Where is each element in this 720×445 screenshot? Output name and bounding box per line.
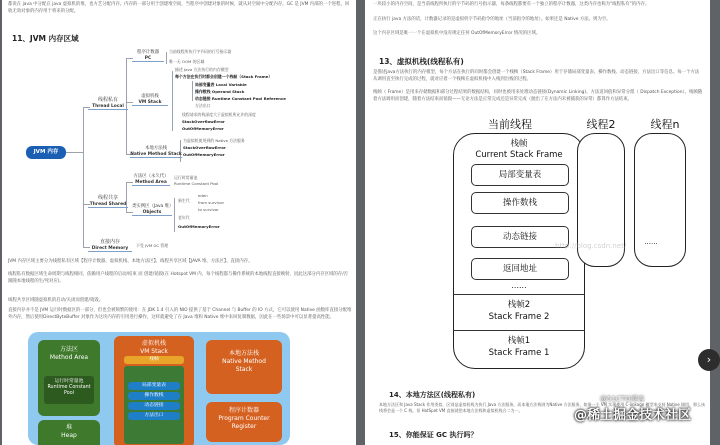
paragraph: 正在执行 java 方法的话，计数器记录的是虚拟机字节码指令的地址（当前指令的地址）。如果还是 Native 方法，则为空。 bbox=[373, 17, 611, 22]
mindmap-leaf: 每个方法在执行时都会创建一个栈帧（Stack Frame） bbox=[175, 74, 273, 79]
vm-frame-stack bbox=[124, 366, 184, 444]
frame-block: 栈帧 bbox=[124, 356, 184, 364]
direct-memory-node: 直接内存 Direct Memory bbox=[88, 240, 132, 252]
paragraph: 一块较小的内存空间，是当前线程所执行的字节码的行号指示器，每条线程都要有一个独立的程序计数器，这类内存也称为"线程私有"的内存。 bbox=[373, 2, 650, 7]
thread-shared-node: 线程共享 Thread Shared bbox=[89, 195, 127, 207]
return-addr-box: 返回地址 bbox=[471, 258, 569, 280]
heap-node: 类实例区（Java 堆） Objects bbox=[132, 204, 174, 215]
scroll-right-button[interactable]: › bbox=[698, 349, 720, 371]
mindmap-leaf: StackOverflowError bbox=[182, 119, 225, 124]
native-stack-block: 本地方法栈 Native Method Stack bbox=[206, 340, 282, 394]
ellipsis-label: ...... bbox=[511, 281, 527, 290]
mindmap-leaf: from survivor bbox=[198, 200, 225, 205]
mindmap-leaf: to survivor bbox=[198, 207, 219, 212]
mindmap-leaf: 动态链接 Runtime Constant Pool Reference bbox=[195, 96, 286, 101]
source-watermark: @51CTO博客 bbox=[600, 395, 645, 403]
mindmap-leaf: OutOfMemoryError bbox=[183, 152, 225, 157]
mindmap-leaf: OutOfMemoryError bbox=[178, 224, 220, 229]
current-thread-title: 当前线程 bbox=[488, 118, 532, 131]
runtime-pool-block: 运行时常量池 Runtime Constant Pool bbox=[44, 376, 94, 404]
jvm-memory-root-node: JVM 内存 bbox=[26, 146, 66, 159]
left-page bbox=[2, 0, 356, 445]
mindmap-leaf: 操作数栈 Operand Stack bbox=[195, 89, 245, 94]
operand-block: 操作数栈 bbox=[128, 392, 180, 400]
native-stack-node: 本地方法栈 Native Method Stack bbox=[130, 146, 182, 157]
section-13-heading: 13、虚拟机栈(线程私有) bbox=[379, 57, 464, 66]
paragraph: 线程私有数据区域生命周期与线程相同，依赖用户线程的启动/结束 而 创建/销毁(在 Hotspot VM 内，每个线程都与操作系统的本地线程直接映射，因此这部分内存区域的存/否跟随本地线程的生/死对应)。 bbox=[8, 272, 349, 284]
local-vars-block: 局部变量表 bbox=[128, 382, 180, 390]
section-15-heading: 15、你能保证 GC 执行吗？ bbox=[389, 431, 478, 439]
vm-stack-block: 虚拟机栈 VM Stack bbox=[114, 336, 194, 445]
frame1-en: Stack Frame 1 bbox=[488, 348, 550, 358]
mindmap-leaf: 不受 JVM GC 管理 bbox=[136, 243, 169, 248]
paragraph: 栈帧（ Frame）是用来存储数据和部分过程结果的数据结构，同时也被用来处理动态链接(Dynamic Linking)、方法返回值和异常分派（ Dispatch Exception）。栈帧随着方法调用而创建，随着方法结束而销毁——无论方法是正常完成还是异常完成（抛出了在方法内未被捕获的异常）都算作方法结束。 bbox=[373, 90, 703, 102]
threadn-title: 线程n bbox=[650, 118, 680, 131]
csdn-watermark: http://blog.csdn.net/ bbox=[555, 242, 627, 250]
mindmap-leaf: StackOverflowError bbox=[183, 145, 226, 150]
local-vars-box: 局部变量表 bbox=[471, 164, 569, 186]
right-page bbox=[365, 0, 710, 445]
dynamic-link-box: 动态链接 bbox=[471, 226, 569, 248]
paragraph: 本地方法区和 Java Stack 作用类似，区别是虚拟机栈为执行 Java 方法服务，而本地方法栈则为Native 方法服务，如果一个 VM 实现使用 C-linkage 模型来支持 Native 调用，那么该栈将会是一个 C 栈，但 HotSpot VM 直接就把本地方法栈和虚拟机栈合二为一。 bbox=[379, 402, 706, 414]
section-14-heading: 14、本地方法区(线程私有) bbox=[389, 391, 476, 399]
pc-register-block: 程序计数器 Program Counter Register bbox=[206, 402, 282, 442]
operand-box: 操作数栈 bbox=[471, 192, 569, 214]
mindmap-leaf: Runtime Constant Pool bbox=[174, 181, 219, 186]
thread2-title: 线程2 bbox=[586, 118, 616, 131]
heap-block: 堆 Heap bbox=[38, 420, 100, 445]
thread-local-node: 线程私有 Thread Local bbox=[88, 98, 128, 110]
vm-stack-node: 虚拟机栈 VM Stack bbox=[132, 94, 168, 106]
mindmap-leaf: 新生代 bbox=[178, 198, 190, 203]
mindmap-leaf: 线程请求的栈深度大于虚拟机所允许的深度 bbox=[182, 112, 256, 117]
threadn-ellipsis: ...... bbox=[644, 238, 658, 246]
frame2-label: 栈帧2 bbox=[507, 300, 531, 310]
mindmap-leaf: eden bbox=[198, 193, 208, 198]
mindmap-leaf: 老年代 bbox=[178, 215, 190, 220]
current-frame-en: Current Stack Frame bbox=[475, 150, 563, 160]
paragraph: 直接内存并不是 JVM 运行时数据区的一部分，但也会被频繁的使用：在 JDK 1.4 引入的 NIO 提供了基于 Channel 与 Buffer 的 IO 方式，它可以使用 Native 函数库直接分配堆外内存，然后使用DirectByteBuffer 对象作为这块内存的引用进行操作，这样就避免了在 Java 堆和 Native 堆中来回复制数据，因此在一些场景中可以显著提高性能。 bbox=[8, 308, 352, 320]
return-addr-block: 方法出口 bbox=[128, 412, 180, 420]
mindmap-leaf: 当前线程所执行字节码的行号指示器 bbox=[169, 49, 232, 54]
current-frame-label: 栈帧 bbox=[510, 139, 528, 149]
frame2-en: Stack Frame 2 bbox=[488, 312, 550, 322]
mindmap-leaf: 运行时常量池 bbox=[174, 175, 198, 180]
mindmap-leaf: OutOfMemoryError bbox=[182, 126, 224, 131]
paragraph: 线程共享区域随虚拟机的启动/关闭而创建/销毁。 bbox=[8, 298, 104, 303]
mindmap-leaf: 描述 Java 方法执行的内存模型 bbox=[175, 67, 229, 72]
juejin-watermark: @稀土掘金技术社区 bbox=[574, 408, 692, 423]
paragraph: 是描述java方法执行的内存模型，每个方法在执行的同时都会创建一个栈帧（Stack Frame）用于存储局部变量表、操作数栈、动态链接、方法出口等信息。每一个方法从调用直至执行完成的过程，就对应着一个栈帧在虚拟机栈中入栈到出栈的过程。 bbox=[373, 70, 700, 82]
paragraph: JVM 内存区域主要分为线程私有区域【程序计数器、虚拟机栈、本地方法区】、线程共享区域【JAVA 堆、方法区】、直接内存。 bbox=[8, 259, 253, 264]
method-area-node: 方法区（永久代） Method Area bbox=[133, 174, 169, 185]
frame1-label: 栈帧1 bbox=[507, 336, 531, 346]
mindmap-leaf: 为虚拟机使用到的 Native 方法服务 bbox=[183, 138, 245, 143]
pc-node: 程序计数器 PC bbox=[132, 50, 164, 62]
section-11-heading: 11、JVM 内存区域 bbox=[12, 34, 79, 43]
intro-paragraph: 都说在 java 中分配在 java 虚拟机的堆，也方艺分配内存。内存的一部分用于创建堆空间，当程序中创建对象的时候，就从对空间中分配内存。GC 是 JVM 内部的一个进程，回收无效对象的内存用于将来的分配。 bbox=[8, 2, 350, 14]
method-area-block: 方法区 Method Area bbox=[38, 340, 100, 416]
mindmap-leaf: 方法出口 bbox=[195, 103, 211, 108]
mindmap-leaf: 唯一无 OOM 的区域 bbox=[169, 59, 205, 64]
jvm-memory-diagram bbox=[28, 332, 290, 445]
dynamic-link-block: 动态链接 bbox=[128, 402, 180, 410]
paragraph: 这个内存区域是唯一一个在虚拟机中没有规定任何 OutOfMemoryError 情况的区域。 bbox=[373, 31, 541, 36]
mindmap-leaf: 局部变量表 Local Variable bbox=[195, 82, 247, 87]
